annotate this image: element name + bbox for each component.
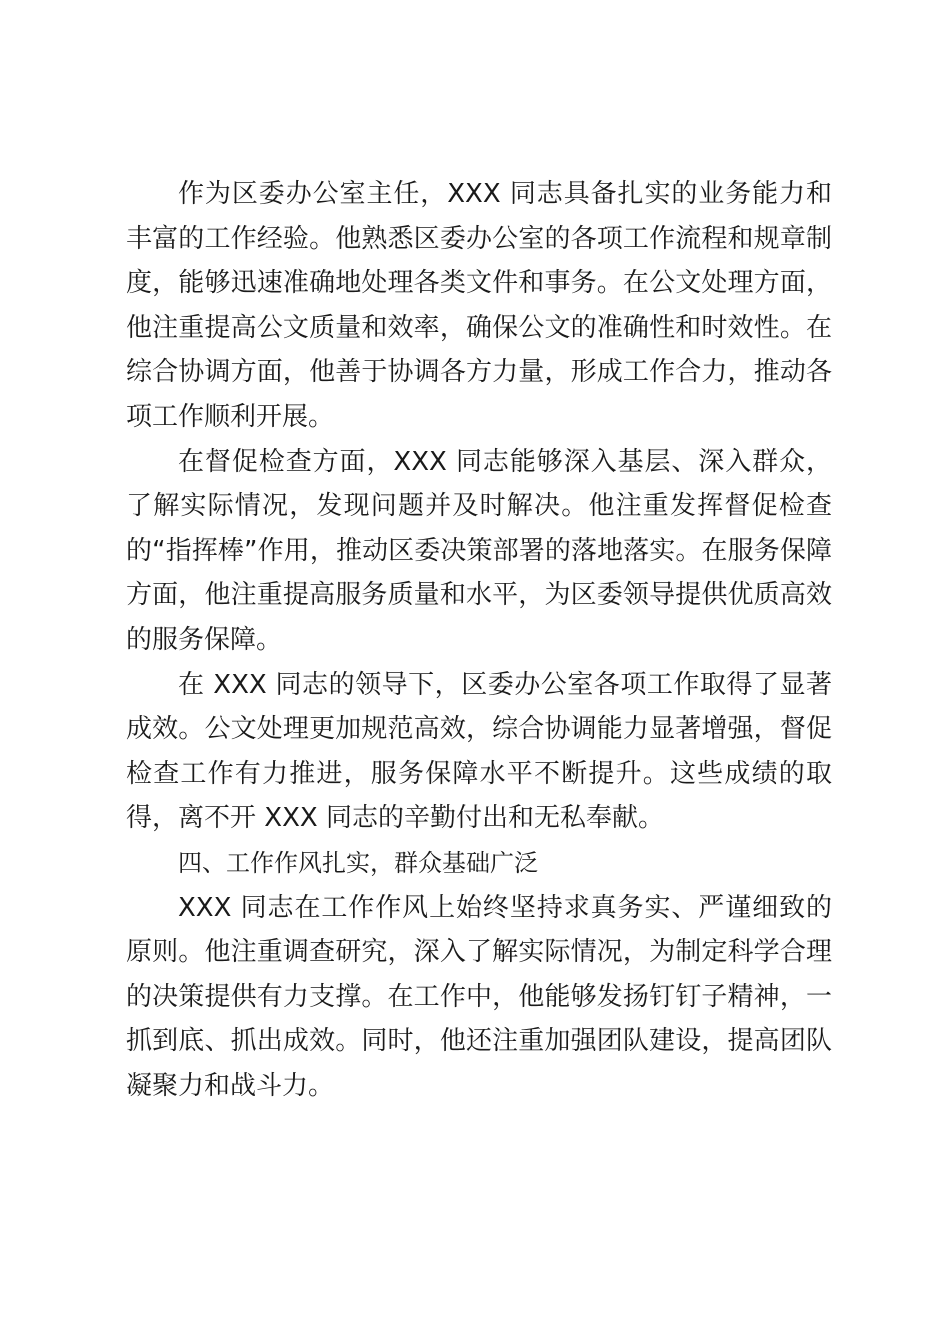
section-heading: 四、工作作风扎实，群众基础广泛 <box>178 848 538 877</box>
paragraph-office-director: 作为区委办公室主任，XXX 同志具备扎实的业务能力和丰富的工作经验。他熟悉区委办公室的各项工作流程和规章制度，能够迅速准确地处理各类文件和事务。在公文处理方面，他注重提高公文质量和效率，确保公文的准确性和时效性。在综合协调方面，他善于协调各方力量，形成工作合力，推动各项工作顺利开展。 <box>126 179 832 432</box>
paragraph-work-style: XXX 同志在工作作风上始终坚持求真务实、严谨细致的原则。他注重调查研究，深入了解实际情况，为制定科学合理的决策提供有力支撑。在工作中，他能够发扬钉钉子精神，一抓到底、抓出成效。同时，他还注重加强团队建设，提高团队凝聚力和战斗力。 <box>126 892 832 1101</box>
paragraph-supervision: 在督促检查方面，XXX 同志能够深入基层、深入群众，了解实际情况，发现问题并及时解决。他注重发挥督促检查的“指挥棒”作用，推动区委决策部署的落地落实。在服务保障方面，他注重提高服务质量和水平，为区委领导提供优质高效的服务保障。 <box>126 446 832 655</box>
document-body <box>126 172 832 1108</box>
paragraph-achievements: 在 XXX 同志的领导下，区委办公室各项工作取得了显著成效。公文处理更加规范高效，综合协调能力显著增强，督促检查工作有力推进，服务保障水平不断提升。这些成绩的取得，离不开 XXX 同志的辛勤付出和无私奉献。 <box>126 669 832 834</box>
